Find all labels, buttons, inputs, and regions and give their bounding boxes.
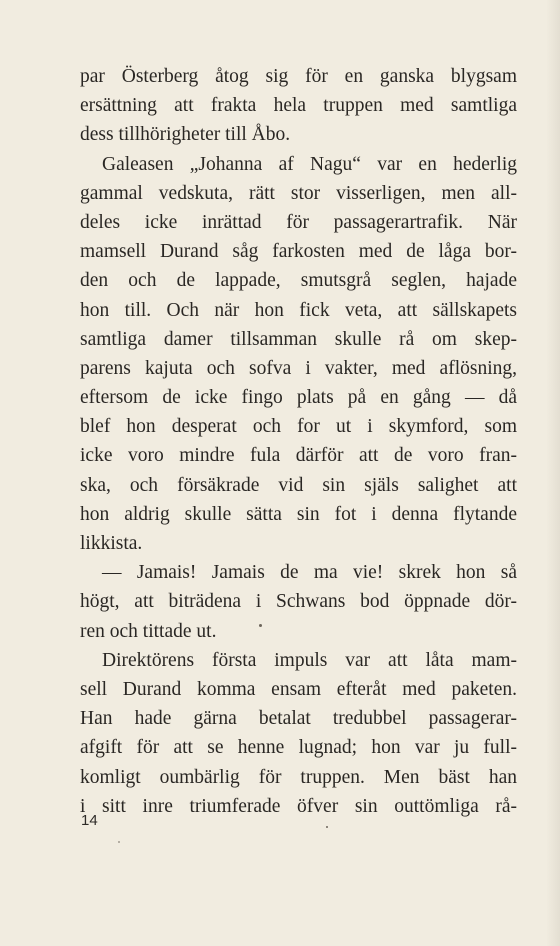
text-line: samtliga damer tillsamman skulle rå om skep- xyxy=(80,328,517,350)
text-line: par Österberg åtog sig för en ganska blygsam xyxy=(80,66,517,87)
text-line: parens kajuta och sofva i vakter, med aflösning, xyxy=(80,357,517,379)
text-line: icke voro mindre fula därför att de voro fran- xyxy=(80,445,517,467)
page-number: 14 xyxy=(81,812,98,829)
text-line: eftersom de icke fingo plats på en gång — då xyxy=(80,387,517,409)
body-text xyxy=(80,62,517,821)
text-line: mamsell Durand såg farkosten med de låga bor- xyxy=(80,241,517,263)
page-edge-shadow xyxy=(546,0,560,946)
text-line: komligt oumbärlig för truppen. Men bäst han xyxy=(80,766,517,788)
text-line: sell Durand komma ensam efteråt med paketen. xyxy=(80,678,517,700)
text-line: dess tillhörigheter till Åbo. xyxy=(80,124,291,146)
print-speck xyxy=(259,624,262,627)
text-line: gammal vedskuta, rätt stor visserligen, men all- xyxy=(80,182,517,204)
text-line: i sitt inre triumferade öfver sin outtömliga rå- xyxy=(80,795,517,817)
text-line: högt, att biträdena i Schwans bod öppnade dör- xyxy=(80,591,517,613)
text-line: den och de lappade, smutsgrå seglen, hajade xyxy=(80,270,517,292)
text-line: Han hade gärna betalat tredubbel passagerar- xyxy=(80,708,517,730)
text-line: hon till. Och när hon fick veta, att sällskapets xyxy=(80,299,517,321)
text-line: — Jamais! Jamais de ma vie! skrek hon så xyxy=(102,562,517,584)
text-line: likkista. xyxy=(80,533,143,554)
text-line: Direktörens första impuls var att låta mam- xyxy=(102,649,517,671)
text-line: deles icke inrättad för passagerartrafik. När xyxy=(80,211,517,233)
text-line: ska, och försäkrade vid sin själs salighet att xyxy=(80,474,517,496)
text-line: ren och tittade ut. xyxy=(80,620,217,642)
text-line: blef hon desperat och for ut i skymford, som xyxy=(80,416,517,438)
text-line: ersättning att frakta hela truppen med samtliga xyxy=(80,95,517,117)
print-speck xyxy=(118,841,120,843)
text-line: afgift för att se henne lugnad; hon var ju full- xyxy=(80,737,517,759)
text-line: Galeasen „Johanna af Nagu“ var en hederlig xyxy=(102,153,517,175)
print-speck xyxy=(326,826,328,828)
text-line: hon aldrig skulle sätta sin fot i denna flytande xyxy=(80,503,517,525)
